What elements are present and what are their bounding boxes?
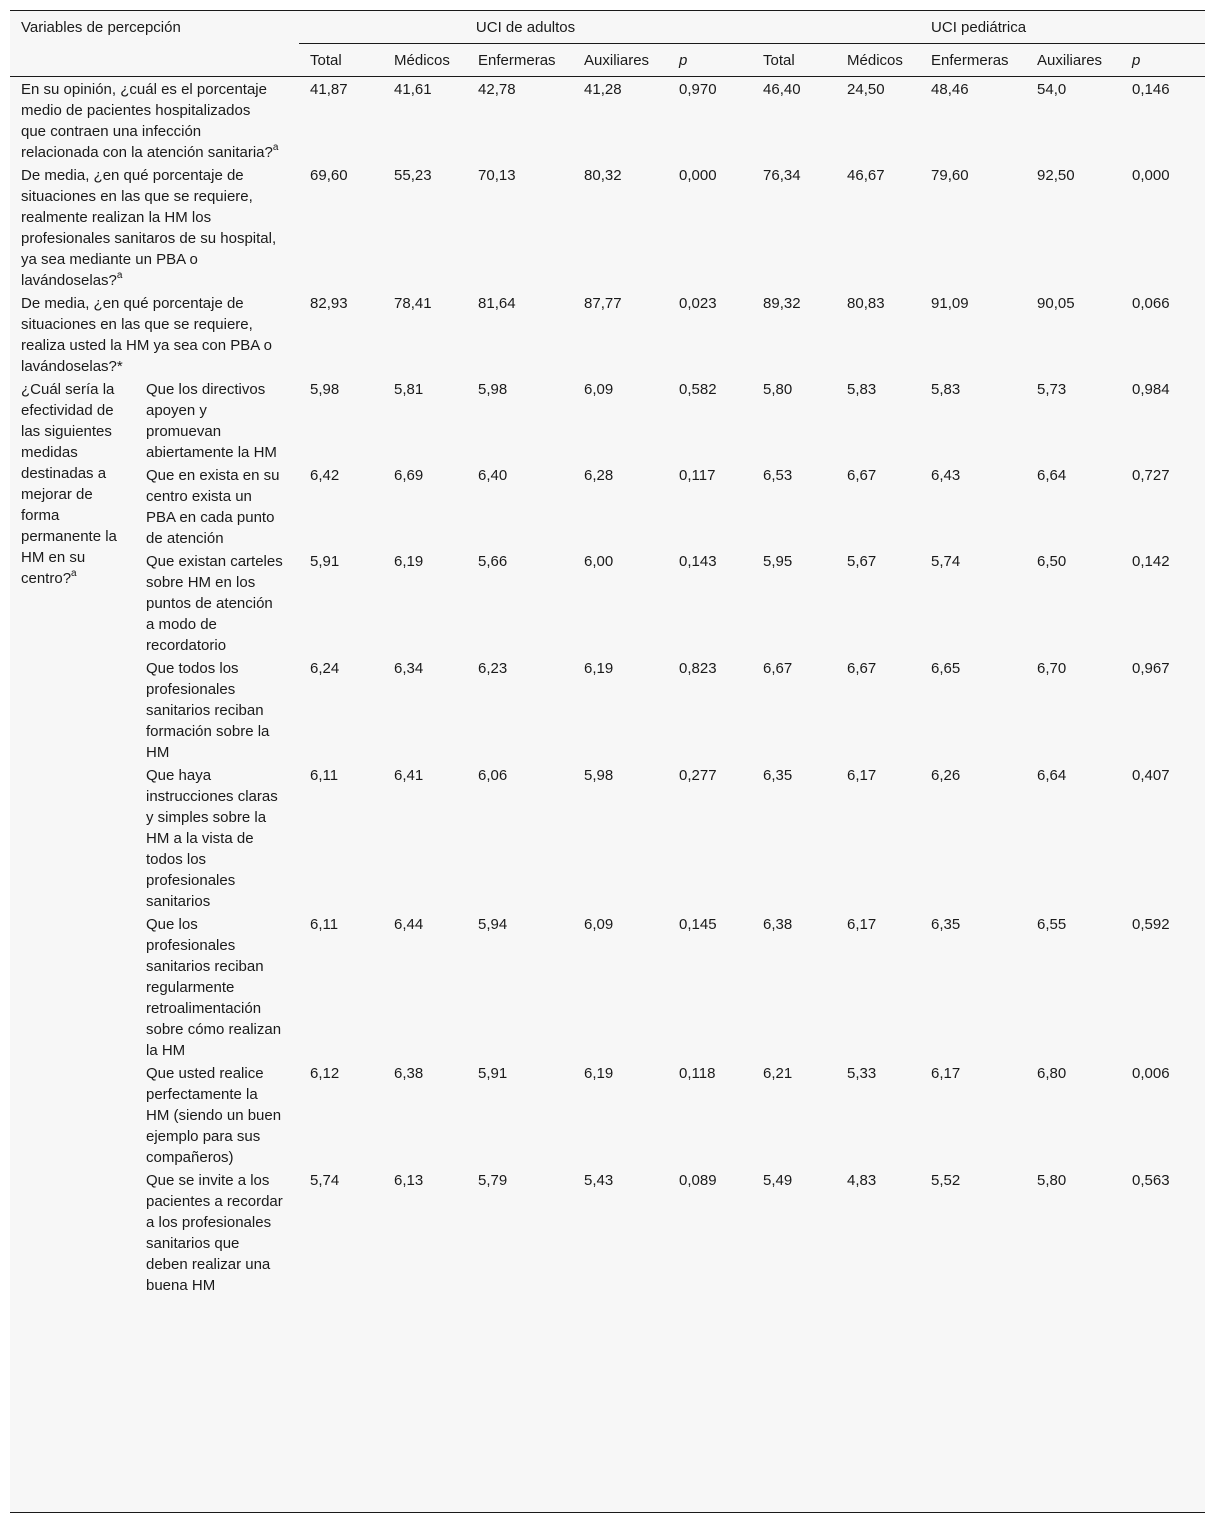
- table-row: [10, 763, 1205, 912]
- footnote-marker: a: [272, 141, 279, 153]
- p-value-cell: 0,023: [679, 294, 717, 312]
- header-spacer: [10, 43, 299, 76]
- value-cell: 54,0: [1037, 80, 1067, 98]
- footnote-marker: a: [116, 269, 123, 281]
- value-cell: 5,33: [847, 1064, 877, 1082]
- value-cell: 5,83: [931, 380, 961, 398]
- col-header-medicos: Médicos: [836, 43, 920, 76]
- col-header-p: p: [668, 43, 752, 76]
- measure-label: Que los profesionales sanitarios reciban regularmente retroalimentación sobre cómo realizan la HM: [146, 915, 282, 1059]
- p-value-cell: 0,970: [679, 80, 717, 98]
- value-cell: 6,26: [931, 766, 961, 784]
- value-cell: 5,66: [478, 552, 508, 570]
- col-header-total: Total: [752, 43, 836, 76]
- value-cell: 6,67: [847, 466, 877, 484]
- question-cell: [10, 291, 299, 377]
- table-row: [10, 76, 1205, 163]
- value-cell: 6,50: [1037, 552, 1067, 570]
- value-cell: 5,43: [584, 1171, 614, 1189]
- value-cell: 5,80: [763, 380, 793, 398]
- value-cell: 6,34: [394, 659, 424, 677]
- group-question-text: ¿Cuál sería la efectividad de las siguientes medidas destinadas a mejorar de forma permanente la HM en su centro?: [21, 380, 117, 587]
- value-cell: 6,43: [931, 466, 961, 484]
- value-cell: 6,38: [394, 1064, 424, 1082]
- value-cell: 6,35: [763, 766, 793, 784]
- value-cell: 6,19: [584, 659, 614, 677]
- value-cell: 6,12: [310, 1064, 340, 1082]
- group-header-pediatric: UCI pediátrica: [752, 11, 1205, 43]
- value-cell: 5,74: [310, 1171, 340, 1189]
- table-row: [10, 912, 1205, 1061]
- table-row: [10, 1061, 1205, 1168]
- p-value-cell: 0,066: [1132, 294, 1170, 312]
- col-header-enfermeras: Enfermeras: [920, 43, 1026, 76]
- value-cell: 80,32: [584, 166, 622, 184]
- value-cell: 5,98: [310, 380, 340, 398]
- value-cell: 6,24: [310, 659, 340, 677]
- value-cell: 6,40: [478, 466, 508, 484]
- value-cell: 41,28: [584, 80, 622, 98]
- question-text: De media, ¿en qué porcentaje de situaciones en las que se requiere, realiza usted la HM ya sea con PBA o lavándoselas?*: [21, 294, 272, 375]
- p-value-cell: 0,407: [1132, 766, 1170, 784]
- value-cell: 5,73: [1037, 380, 1067, 398]
- value-cell: 6,19: [394, 552, 424, 570]
- value-cell: 6,80: [1037, 1064, 1067, 1082]
- col-header-p: p: [1121, 43, 1205, 76]
- p-value-cell: 0,118: [679, 1064, 716, 1082]
- measure-label: Que haya instrucciones claras y simples sobre la HM a la vista de todos los profesionales sanitarios: [146, 766, 278, 910]
- value-cell: 6,53: [763, 466, 793, 484]
- value-cell: 5,91: [310, 552, 340, 570]
- value-cell: 6,06: [478, 766, 508, 784]
- value-cell: 6,41: [394, 766, 424, 784]
- p-value-cell: 0,143: [679, 552, 717, 570]
- value-cell: 6,38: [763, 915, 793, 933]
- value-cell: 6,64: [1037, 766, 1067, 784]
- table-row: [10, 377, 1205, 463]
- value-cell: 70,13: [478, 166, 516, 184]
- col-header-auxiliares: Auxiliares: [1026, 43, 1121, 76]
- value-cell: 6,23: [478, 659, 508, 677]
- value-cell: 6,44: [394, 915, 424, 933]
- table-row: [10, 656, 1205, 763]
- value-cell: 79,60: [931, 166, 969, 184]
- value-cell: 6,21: [763, 1064, 793, 1082]
- value-cell: 6,11: [310, 915, 339, 933]
- value-cell: 24,50: [847, 80, 885, 98]
- value-cell: 6,17: [847, 766, 877, 784]
- value-cell: 6,67: [847, 659, 877, 677]
- p-value-cell: 0,592: [1132, 915, 1170, 933]
- value-cell: 46,67: [847, 166, 885, 184]
- variables-header: Variables de percepción: [21, 19, 181, 36]
- value-cell: 6,19: [584, 1064, 614, 1082]
- value-cell: 6,17: [847, 915, 877, 933]
- header-row-columns: [10, 43, 1205, 76]
- p-value-cell: 0,089: [679, 1171, 717, 1189]
- value-cell: 48,46: [931, 80, 969, 98]
- value-cell: 5,79: [478, 1171, 508, 1189]
- measure-label: Que los directivos apoyen y promuevan abiertamente la HM: [146, 380, 277, 461]
- value-cell: 6,09: [584, 380, 614, 398]
- value-cell: 4,83: [847, 1171, 877, 1189]
- question-cell: [10, 163, 299, 291]
- table-row: [10, 1168, 1205, 1296]
- p-value-cell: 0,984: [1132, 380, 1170, 398]
- p-value-cell: 0,142: [1132, 552, 1170, 570]
- value-cell: 92,50: [1037, 166, 1075, 184]
- value-cell: 87,77: [584, 294, 622, 312]
- value-cell: 6,70: [1037, 659, 1067, 677]
- col-header-auxiliares: Auxiliares: [573, 43, 668, 76]
- value-cell: 80,83: [847, 294, 885, 312]
- value-cell: 5,94: [478, 915, 508, 933]
- value-cell: 89,32: [763, 294, 801, 312]
- table-row: [10, 463, 1205, 549]
- footnote-marker: a: [71, 567, 77, 579]
- value-cell: 5,83: [847, 380, 877, 398]
- value-cell: 5,74: [931, 552, 961, 570]
- measure-label: Que en exista en su centro exista un PBA en cada punto de atención: [146, 466, 280, 547]
- p-value-cell: 0,967: [1132, 659, 1170, 677]
- value-cell: 6,28: [584, 466, 614, 484]
- p-value-cell: 0,146: [1132, 80, 1170, 98]
- value-cell: 6,67: [763, 659, 793, 677]
- header-row-groups: [10, 11, 1205, 43]
- value-cell: 5,52: [931, 1171, 961, 1189]
- value-cell: 6,17: [931, 1064, 961, 1082]
- value-cell: 6,64: [1037, 466, 1067, 484]
- table-row: [10, 291, 1205, 377]
- value-cell: 6,00: [584, 552, 614, 570]
- value-cell: 5,98: [584, 766, 614, 784]
- p-value-cell: 0,117: [679, 466, 716, 484]
- col-header-medicos: Médicos: [383, 43, 467, 76]
- value-cell: 90,05: [1037, 294, 1075, 312]
- value-cell: 5,81: [394, 380, 424, 398]
- table-row: [10, 163, 1205, 291]
- measure-label: Que usted realice perfectamente la HM (siendo un buen ejemplo para sus compañeros): [146, 1064, 282, 1166]
- measure-label: Que todos los profesionales sanitarios reciban formación sobre la HM: [146, 659, 270, 761]
- value-cell: 6,11: [310, 766, 339, 784]
- question-cell: [10, 76, 299, 163]
- p-value-cell: 0,000: [1132, 166, 1170, 184]
- value-cell: 6,42: [310, 466, 340, 484]
- col-header-enfermeras: Enfermeras: [467, 43, 573, 76]
- value-cell: 82,93: [310, 294, 348, 312]
- group-question-cell: [10, 377, 135, 1296]
- perception-table: [10, 11, 1205, 1296]
- value-cell: 5,80: [1037, 1171, 1067, 1189]
- value-cell: 41,61: [394, 80, 432, 98]
- value-cell: 81,64: [478, 294, 516, 312]
- table-row: [10, 549, 1205, 656]
- value-cell: 91,09: [931, 294, 969, 312]
- value-cell: 41,87: [310, 80, 348, 98]
- p-value-cell: 0,563: [1132, 1171, 1170, 1189]
- question-text: De media, ¿en qué porcentaje de situaciones en las que se requiere, realmente realizan la HM los profesionales sanitaros de su hospital, ya sea mediante un PBA o lavándoselas?: [21, 166, 277, 289]
- measure-label: Que existan carteles sobre HM en los puntos de atención a modo de recordatorio: [146, 552, 283, 654]
- value-cell: 46,40: [763, 80, 801, 98]
- value-cell: 69,60: [310, 166, 348, 184]
- value-cell: 6,35: [931, 915, 961, 933]
- value-cell: 78,41: [394, 294, 432, 312]
- value-cell: 6,65: [931, 659, 961, 677]
- value-cell: 6,69: [394, 466, 424, 484]
- group-header-adult: UCI de adultos: [299, 11, 752, 43]
- p-value-cell: 0,823: [679, 659, 717, 677]
- value-cell: 6,09: [584, 915, 614, 933]
- value-cell: 5,95: [763, 552, 793, 570]
- p-value-cell: 0,277: [679, 766, 717, 784]
- question-text: En su opinión, ¿cuál es el porcentaje medio de pacientes hospitalizados que contraen una infección relacionada con la atención sanitaria?: [21, 80, 273, 161]
- p-value-cell: 0,145: [679, 915, 717, 933]
- value-cell: 5,49: [763, 1171, 793, 1189]
- value-cell: 6,13: [394, 1171, 424, 1189]
- value-cell: 5,98: [478, 380, 508, 398]
- col-header-total: Total: [299, 43, 383, 76]
- p-value-cell: 0,727: [1132, 466, 1170, 484]
- value-cell: 5,91: [478, 1064, 508, 1082]
- p-value-cell: 0,000: [679, 166, 717, 184]
- value-cell: 6,55: [1037, 915, 1067, 933]
- value-cell: 55,23: [394, 166, 432, 184]
- value-cell: 42,78: [478, 80, 516, 98]
- p-value-cell: 0,006: [1132, 1064, 1170, 1082]
- measure-label: Que se invite a los pacientes a recordar a los profesionales sanitarios que deben realizar una buena HM: [146, 1171, 283, 1294]
- value-cell: 5,67: [847, 552, 877, 570]
- value-cell: 76,34: [763, 166, 801, 184]
- p-value-cell: 0,582: [679, 380, 717, 398]
